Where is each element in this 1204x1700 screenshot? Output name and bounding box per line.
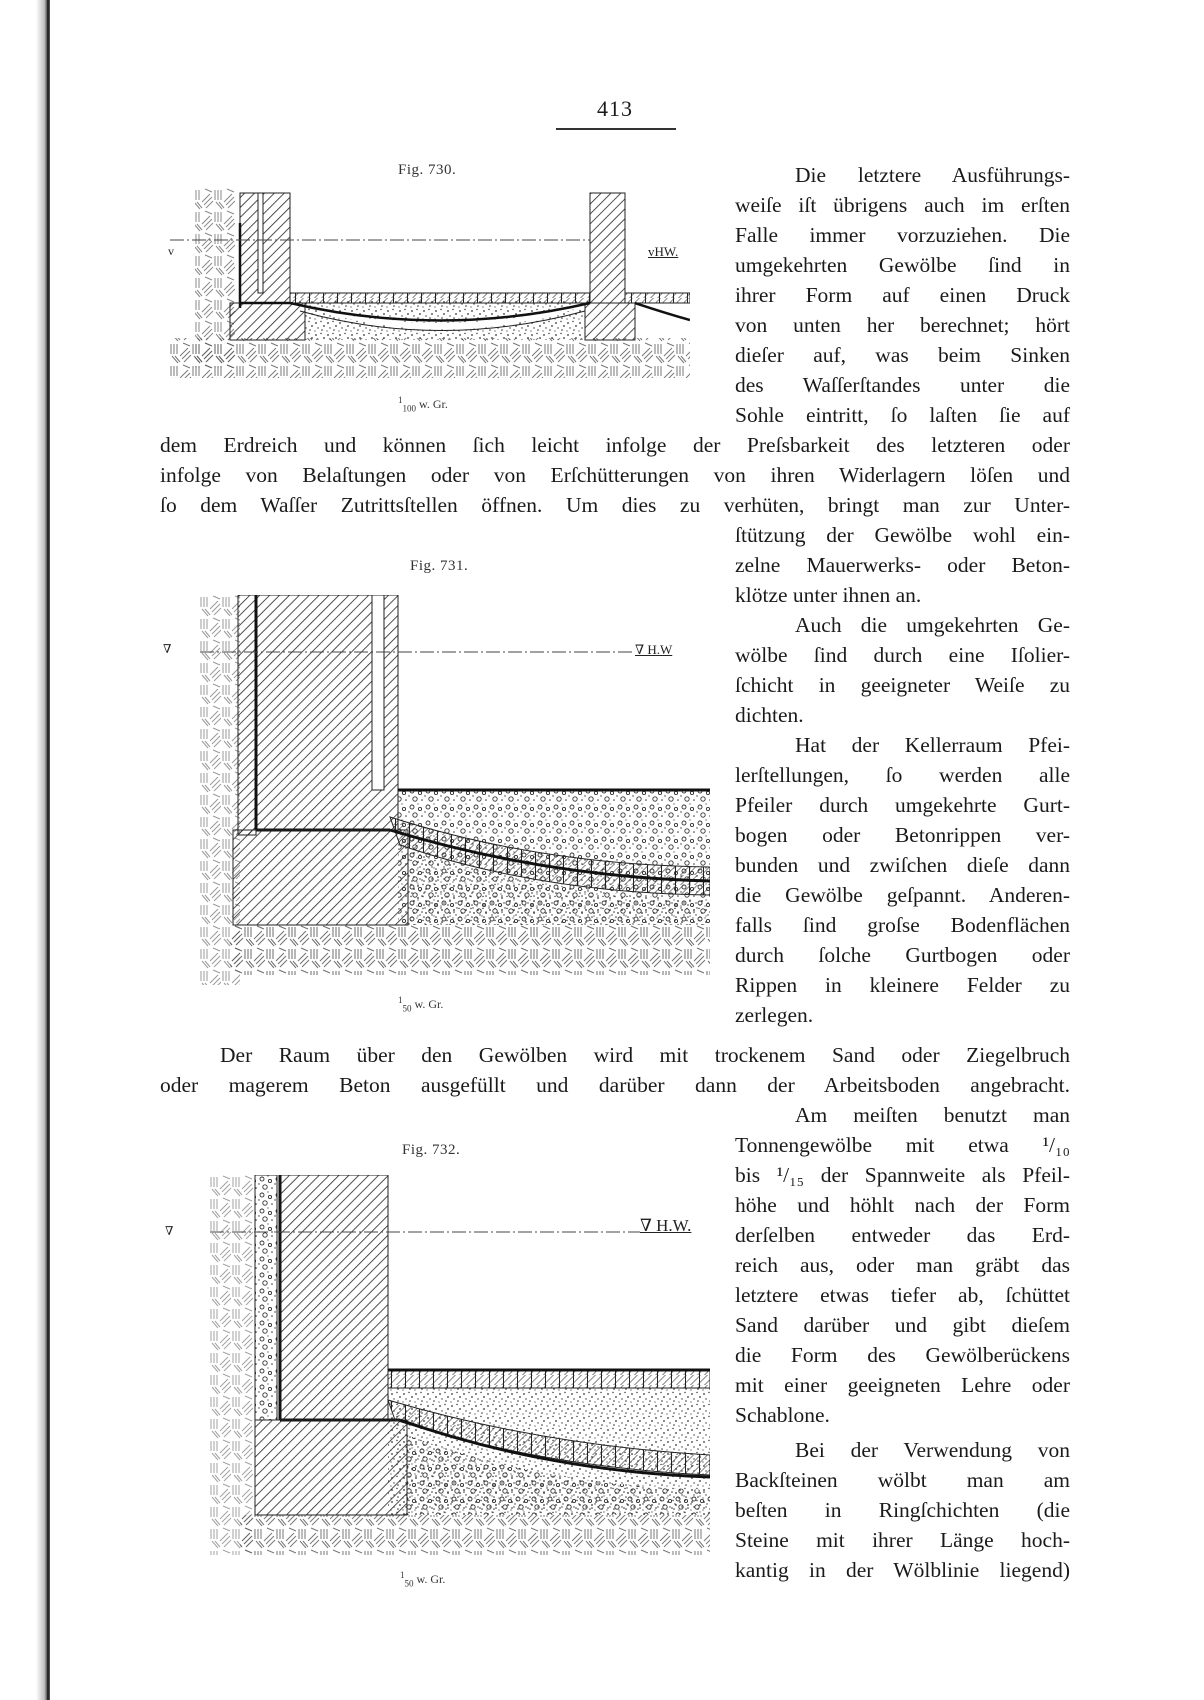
page-number: 413 — [597, 96, 633, 121]
figure-730-scale: $^1_{100}$ w. Gr. — [398, 395, 448, 414]
figure-732-cross-section — [210, 1175, 710, 1555]
figure-730-cross-section — [170, 188, 690, 388]
figure-732-water-level-left: ∇ — [165, 1224, 174, 1238]
scan-binding-shadow — [36, 0, 50, 1700]
page-header-rule — [556, 128, 676, 130]
figure-731-scale: $^1_{50}$ w. Gr. — [398, 995, 444, 1014]
figure-731-cross-section — [200, 595, 710, 985]
figure-731-water-level-left: ∇ — [163, 642, 172, 656]
figure-732-caption: Fig. 732. — [402, 1142, 461, 1158]
figure-730-caption: Fig. 730. — [398, 162, 457, 178]
figure-732-water-level-right: ∇ H.W. — [640, 1216, 692, 1235]
figure-731-water-level-right: ∇ H.W — [635, 642, 673, 657]
figure-730-water-level-left: v — [168, 244, 174, 258]
figure-730-water-level-right: vHW. — [648, 244, 679, 259]
figure-732-scale: $^1_{50}$ w. Gr. — [400, 1570, 446, 1589]
figure-731-caption: Fig. 731. — [410, 558, 469, 574]
